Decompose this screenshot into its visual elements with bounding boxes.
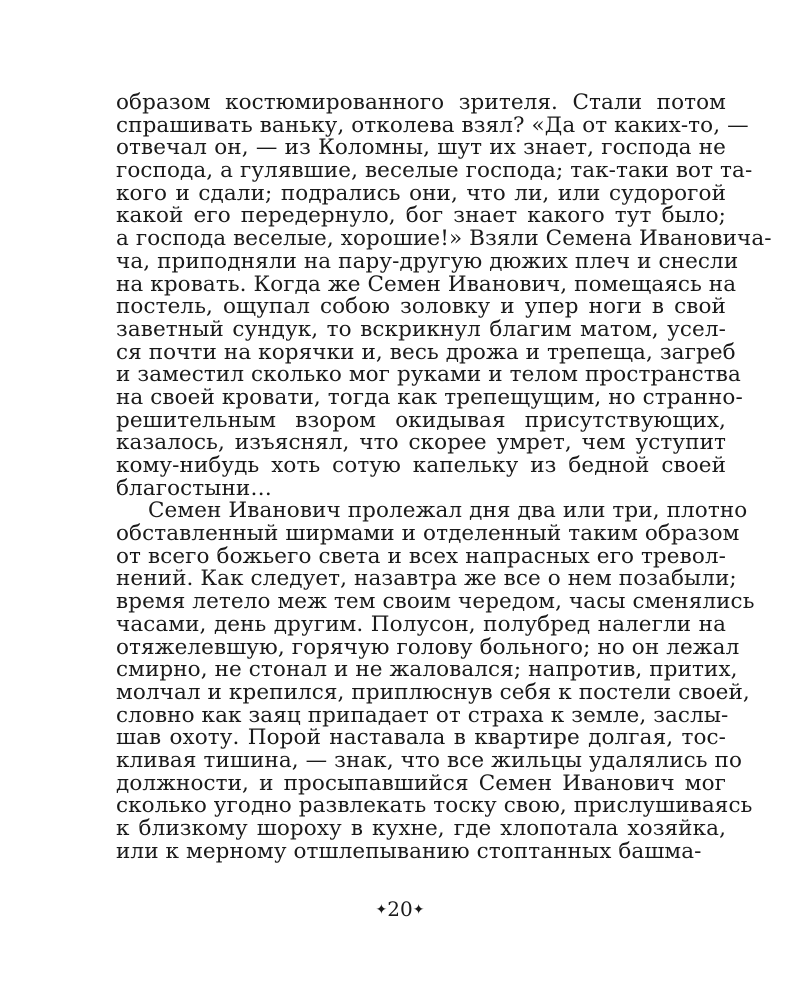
text-line: нений. Как следует, назавтра же все о нем позабыли; <box>116 566 737 592</box>
ornament-left-icon: ✦ <box>375 902 388 918</box>
text-line: кливая тишина, — знак, что все жильцы удалялись по <box>116 747 743 773</box>
text-line: казалось, изъяснял, что скорее умрет, чем уступит <box>116 430 726 456</box>
text-line: какой его передернуло, бог знает какого тут было; <box>116 203 726 229</box>
text-line: от всего божьего света и всех напрасных его тревол- <box>116 543 726 569</box>
text-line: отвечал он, — из Коломны, шут их знает, господа не <box>116 135 726 161</box>
text-line: смирно, не стонал и не жаловался; напротив, притих, <box>116 657 738 683</box>
text-line: к близкому шороху в кухне, где хлопотала хозяйка, <box>116 816 726 841</box>
text-line: или к мерному отшлепыванию стоптанных башма- <box>116 838 702 864</box>
text-line: и заместил сколько мог руками и телом пространства <box>116 362 741 388</box>
text-line: Семен Иванович пролежал дня два или три, плотно <box>148 498 748 524</box>
text-line: заветный сундук, то вскрикнул благим матом, усел- <box>116 316 726 342</box>
text-line: на кровать. Когда же Семен Иванович, помещаясь на <box>116 271 737 297</box>
ornament-right-icon: ✦ <box>412 902 425 918</box>
text-line: решительным взором окидывая присутствующих, <box>116 407 726 433</box>
text-line: часами, день другим. Полусон, полубред налегли на <box>116 611 726 637</box>
text-line: шав охоту. Порой наставала в квартире долгая, тос- <box>116 725 726 751</box>
page-number: 20 <box>387 897 413 921</box>
page-number-footer <box>0 897 800 921</box>
text-line: сколько угодно развлекать тоску свою, прислушиваясь <box>116 793 753 819</box>
text-line: обставленный ширмами и отделенный таким образом <box>116 521 740 547</box>
text-line: постель, ощупал собою золовку и упер ноги в свой <box>116 294 726 320</box>
text-line: благостыни… <box>116 475 272 501</box>
text-line: на своей кровати, тогда как трепещущим, но странно- <box>116 384 743 410</box>
text-line: ча, приподняли на пару-другую дюжих плеч и снесли <box>116 248 739 274</box>
paragraph-2 <box>116 498 755 864</box>
text-line: образом костюмированного зрителя. Стали потом <box>116 90 726 115</box>
page-body <box>116 90 772 864</box>
text-line: должности, и просыпавшийся Семен Иванович мог <box>116 770 726 796</box>
text-line: спрашивать ваньку, отколева взял? «Да от каких-то, — <box>116 112 749 138</box>
paragraph-1 <box>116 90 772 501</box>
text-line: отяжелевшую, горячую голову больного; но он лежал <box>116 634 740 660</box>
text-line: время летело меж тем своим чередом, часы сменялись <box>116 589 755 615</box>
text-line: кому-нибудь хоть сотую капельку из бедной своей <box>116 453 726 478</box>
text-line: а господа веселые, хорошие!» Взяли Семена Ивановича- <box>116 226 772 252</box>
text-line: кого и сдали; подрались они, что ли, или судорогой <box>116 180 726 206</box>
text-line: господа, а гулявшие, веселые господа; так-таки вот та- <box>116 158 753 184</box>
text-line: ся почти на корячки и, весь дрожа и трепеща, загреб <box>116 339 736 365</box>
text-line: словно как заяц припадает от страха к земле, заслы- <box>116 702 729 728</box>
text-line: молчал и крепился, приплюснув себя к постели своей, <box>116 679 750 705</box>
